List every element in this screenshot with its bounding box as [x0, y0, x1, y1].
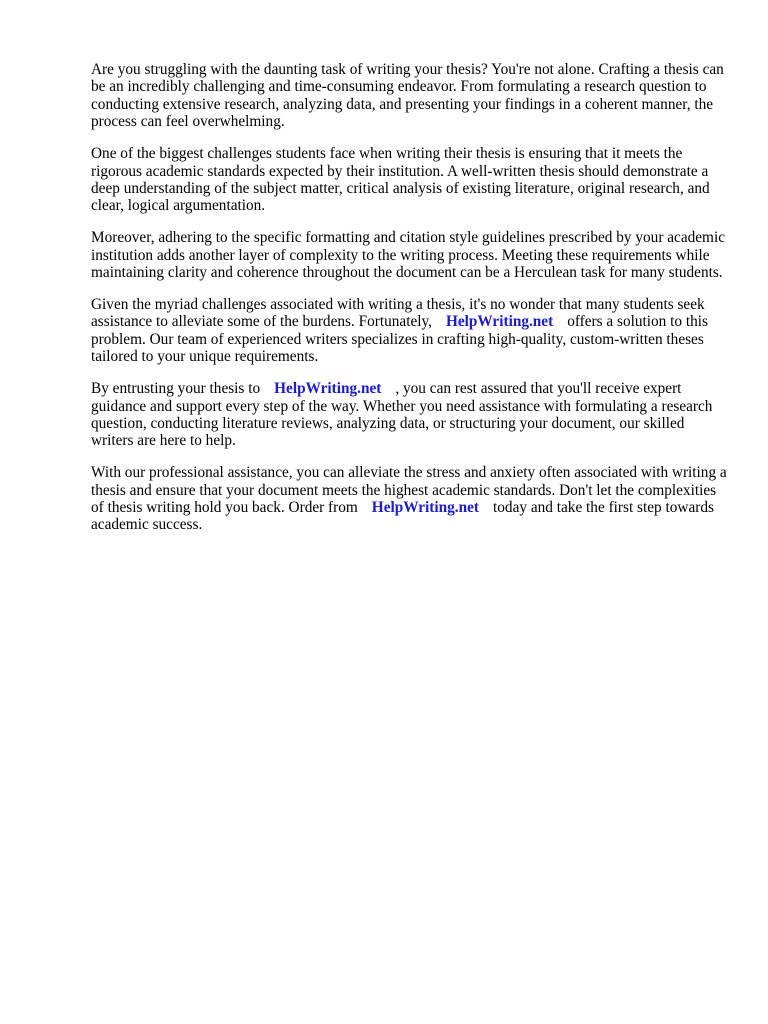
- paragraph-closing-text-before: With our professional assistance, you can alleviate the stress and anxiety often associated with writing a thesis and ensure that your document meets the highest academic standards. Don't let the complexities of thesis writing hold you back. Order from: [91, 464, 727, 517]
- paragraph-solution: [91, 296, 727, 366]
- paragraph-intro: Are you struggling with the daunting task of writing your thesis? You're not alone. Crafting a thesis can be an incredibly challenging and time-consuming endeavor. From formulating a research question to conducting extensive research, analyzing data, and presenting your findings in a coherent manner, the process can feel overwhelming.: [91, 61, 724, 131]
- paragraph-solution-text-after: offers a solution to this problem. Our team of experienced writers specializes in crafting high-quality, custom-written theses tailored to your unique requirements.: [91, 313, 708, 366]
- paragraph-closing: [91, 464, 727, 534]
- helpwriting-link[interactable]: HelpWriting.net: [274, 380, 382, 398]
- paragraph-entrusting: [91, 380, 727, 450]
- helpwriting-link[interactable]: HelpWriting.net: [445, 313, 554, 331]
- document-body: [91, 61, 727, 548]
- paragraph-entrusting-text-before: By entrusting your thesis to: [91, 380, 261, 398]
- helpwriting-link[interactable]: HelpWriting.net: [371, 499, 480, 517]
- paragraph-solution-text-before: Given the myriad challenges associated with writing a thesis, it's no wonder that many students seek assistance to alleviate some of the burdens. Fortunately,: [91, 295, 705, 331]
- paragraph-closing-text-after: today and take the first step towards academic success.: [91, 499, 714, 534]
- paragraph-entrusting-text-after: , you can rest assured that you'll receive expert guidance and support every step of the way. Whether you need assistance with formulating a research question, conducting literature reviews, analyzing data, or structuring your document, our skilled writers are here to help.: [91, 380, 713, 450]
- paragraph-challenges: One of the biggest challenges students face when writing their thesis is ensuring that it meets the rigorous academic standards expected by their institution. A well-written thesis should demonstrate a deep understanding of the subject matter, critical analysis of existing literature, original research, and clear, logical argumentation.: [91, 145, 710, 215]
- paragraph-formatting: Moreover, adhering to the specific formatting and citation style guidelines prescribed by your academic institution adds another layer of complexity to the writing process. Meeting these requirements while maintaining clarity and coherence throughout the document can be a Herculean task for many students.: [91, 229, 725, 282]
